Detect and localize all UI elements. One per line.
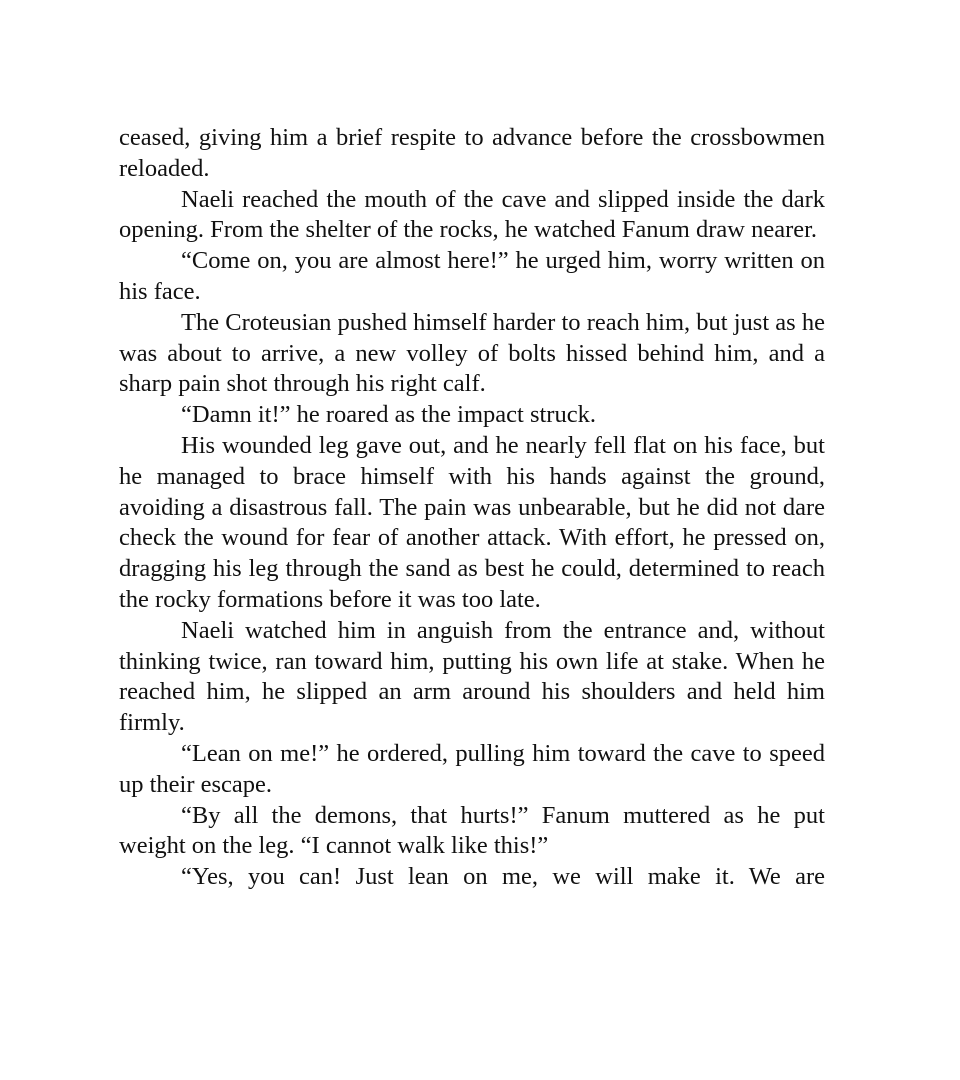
page-text-body: [119, 123, 825, 893]
paragraph: Naeli watched him in anguish from the entrance and, without thinking twice, ran toward him, putting his own life at stake. When he reached him, he slipped an arm around his shoulders and held him firmly.: [119, 616, 825, 737]
paragraph: “Damn it!” he roared as the impact struck.: [181, 401, 596, 429]
paragraph: “By all the demons, that hurts!” Fanum muttered as he put weight on the leg. “I cannot walk like this!”: [119, 801, 825, 860]
paragraph-continuation: ceased, giving him a brief respite to advance before the crossbowmen reloaded.: [119, 124, 825, 182]
paragraph: His wounded leg gave out, and he nearly fell flat on his face, but he managed to brace himself with his hands against the ground, avoiding a disastrous fall. The pain was unbearable, but he did not dare check the wound for fear of another attack. With effort, he pressed on, dragging his leg through the sand as best he could, determined to reach the rocky formations before it was too late.: [119, 431, 825, 613]
paragraph: Naeli reached the mouth of the cave and slipped inside the dark opening. From the shelter of the rocks, he watched Fanum draw nearer.: [119, 185, 825, 244]
paragraph: “Come on, you are almost here!” he urged him, worry written on his face.: [119, 247, 825, 305]
paragraph: “Lean on me!” he ordered, pulling him toward the cave to speed up their escape.: [119, 739, 825, 798]
paragraph: The Croteusian pushed himself harder to reach him, but just as he was about to arrive, a new volley of bolts hissed behind him, and a sharp pain shot through his right calf.: [119, 308, 825, 398]
paragraph-truncated: “Yes, you can! Just lean on me, we will make it. We are: [181, 863, 825, 891]
